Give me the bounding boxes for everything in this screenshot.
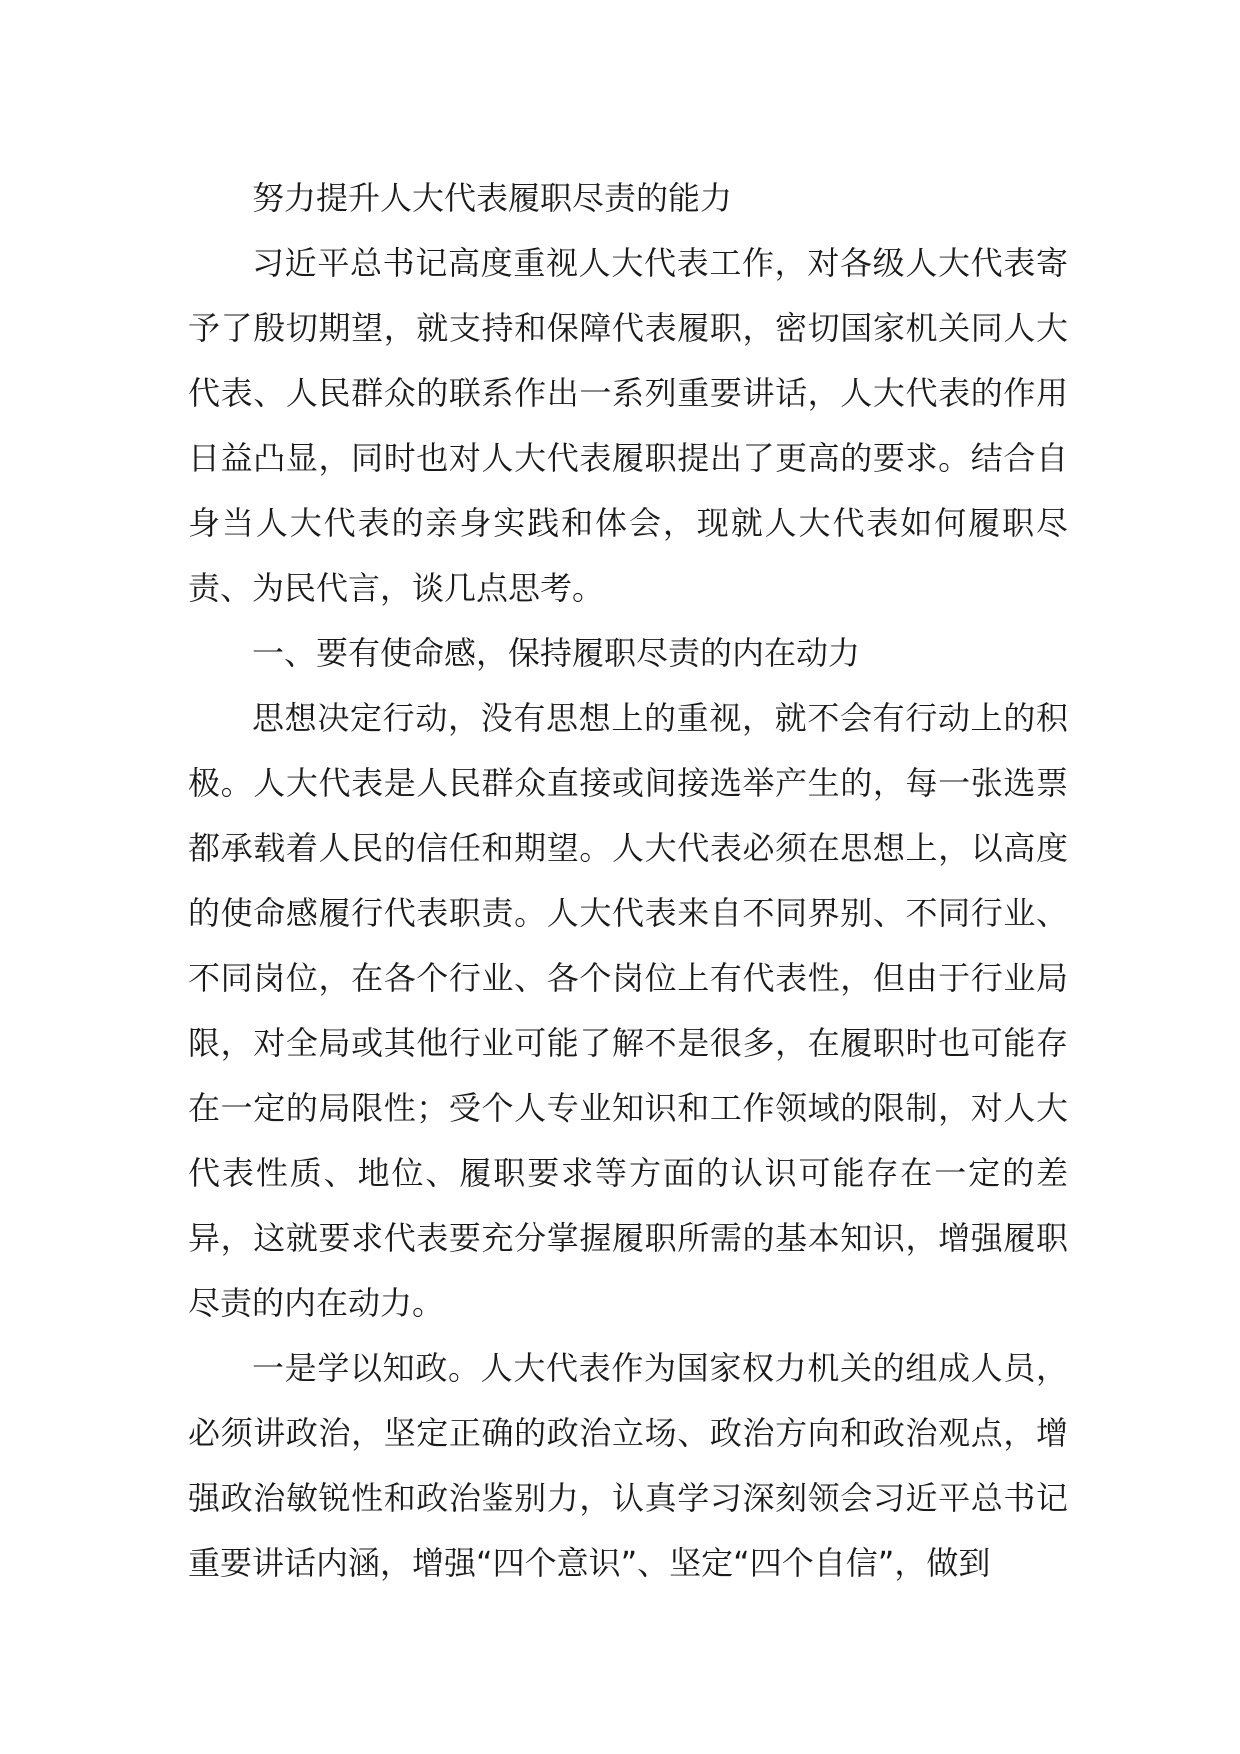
section-heading-1: 一、要有使命感，保持履职尽责的内在动力	[252, 634, 861, 672]
paragraph-section-1: 思想决定行动，没有思想上的重视，就不会有行动上的积极。人大代表是人民群众直接或间接选举产生的，每一张选票都承载着人民的信任和期望。人大代表必须在思想上，以高度的使命感履行代表职责。人大代表来自不同界别、不同行业、不同岗位，在各个行业、各个岗位上有代表性，但由于行业局限，对全局或其他行业可能了解不是很多，在履职时也可能存在一定的局限性；受个人专业知识和工作领域的限制，对人大代表性质、地位、履职要求等方面的认识可能存在一定的差异，这就要求代表要充分掌握履职所需的基本知识，增强履职尽责的内在动力。	[188, 699, 1068, 1322]
document-body	[188, 166, 1068, 1596]
document-title: 努力提升人大代表履职尽责的能力	[252, 179, 733, 217]
paragraph-point-1: 一是学以知政。人大代表作为国家权力机关的组成人员，必须讲政治，坚定正确的政治立场、政治方向和政治观点，增强政治敏锐性和政治鉴别力，认真学习深刻领会习近平总书记重要讲话内涵，增强“四个意识”、坚定“四个自信”，做到	[188, 1349, 1068, 1582]
paragraph-intro: 习近平总书记高度重视人大代表工作，对各级人大代表寄予了殷切期望，就支持和保障代表履职，密切国家机关同人大代表、人民群众的联系作出一系列重要讲话，人大代表的作用日益凸显，同时也对人大代表履职提出了更高的要求。结合自身当人大代表的亲身实践和体会，现就人大代表如何履职尽责、为民代言，谈几点思考。	[188, 244, 1068, 607]
